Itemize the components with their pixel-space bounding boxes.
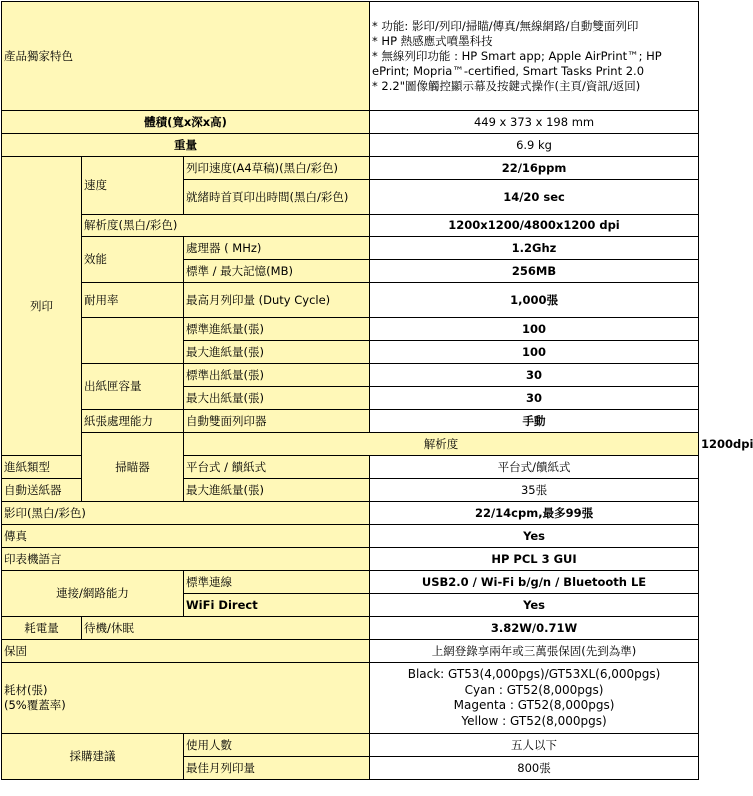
features-label: 產品獨家特色 [2, 2, 370, 111]
volume-value: 800張 [370, 757, 699, 780]
copy-label: 影印(黑白/彩色) [2, 502, 370, 525]
purchase-label: 採購建議 [2, 734, 184, 780]
input-tray-label [82, 318, 184, 364]
wifi-direct-label: WiFi Direct [184, 594, 370, 617]
fax-value: Yes [370, 525, 699, 548]
first-page-value: 14/20 sec [370, 180, 699, 215]
language-row [2, 548, 699, 571]
adf-value: 35張 [370, 479, 699, 502]
adf-label: 自動送紙器 [2, 479, 82, 502]
scanner-section-label: 掃瞄器 [82, 433, 184, 502]
consumables-row [2, 663, 699, 734]
output-std-value: 30 [370, 364, 699, 387]
processor-value: 1.2Ghz [370, 237, 699, 260]
dimensions-value: 449 x 373 x 198 mm [370, 111, 699, 134]
input-std-value: 100 [370, 318, 699, 341]
power-row [2, 617, 699, 640]
features-row [2, 2, 699, 111]
consumable-line: Magenta : GT52(8,000pgs) [453, 698, 615, 712]
processor-row [2, 237, 699, 260]
connectivity-std-row [2, 571, 699, 594]
feature-line: * 功能: 影印/列印/掃瞄/傳真/無線網路/自動雙面列印 [372, 18, 639, 33]
users-value: 五人以下 [370, 734, 699, 757]
copy-value: 22/14cpm,最多99張 [370, 502, 699, 525]
duty-value: 1,000張 [370, 283, 699, 318]
feature-line: * HP 熱感應式噴墨科技 [372, 33, 493, 48]
input-max-label: 最大進紙量(張) [184, 341, 370, 364]
weight-value: 6.9 kg [370, 134, 699, 157]
first-page-label: 就緒時首頁印出時間(黑白/彩色) [184, 180, 370, 215]
scan-type-value: 平台式/饋紙式 [370, 456, 699, 479]
volume-label: 最佳月列印量 [184, 757, 370, 780]
output-max-label: 最大出紙量(張) [184, 387, 370, 410]
output-tray-label: 出紙匣容量 [82, 364, 184, 410]
output-max-value: 30 [370, 387, 699, 410]
print-resolution-value: 1200x1200/4800x1200 dpi [370, 215, 699, 237]
weight-row [2, 134, 699, 157]
ppm-value: 22/16ppm [370, 157, 699, 180]
consumables-label [2, 663, 370, 734]
users-row [2, 734, 699, 757]
feature-line: * 無線列印功能 : HP Smart app; Apple AirPrint™; HP ePrint; Mopria™-certified, Smart Tasks Print 2.0 [372, 48, 662, 78]
consumables-label-line2: (5%覆蓋率) [4, 698, 66, 712]
duty-row [2, 283, 699, 318]
input-std-label: 標準進紙量(張) [184, 318, 370, 341]
scan-resolution-label: 解析度 [184, 433, 699, 456]
scan-type-label: 進紙類型 [2, 456, 82, 479]
connectivity-std-label: 標準連線 [184, 571, 370, 594]
input-std-row [2, 318, 699, 341]
output-std-row [2, 364, 699, 387]
language-label: 印表機語言 [2, 548, 370, 571]
spec-table [1, 1, 753, 780]
duplex-value: 手動 [370, 410, 699, 433]
power-sub-label: 待機/休眠 [82, 617, 370, 640]
duplex-label: 自動雙面列印器 [184, 410, 370, 433]
print-resolution-label: 解析度(黑白/彩色) [82, 215, 370, 237]
consumable-line: Cyan : GT52(8,000pgs) [464, 682, 604, 697]
warranty-value: 上網登錄享兩年或三萬張保固(先到為準) [370, 640, 699, 663]
dimensions-row [2, 111, 699, 134]
adf-sub: 最大進紙量(張) [184, 479, 370, 502]
consumable-line: Black: GT53(4,000pgs)/GT53XL(6,000pgs) [407, 667, 661, 681]
fax-row [2, 525, 699, 548]
output-std-label: 標準出紙量(張) [184, 364, 370, 387]
input-max-value: 100 [370, 341, 699, 364]
weight-label: 重量 [2, 134, 370, 157]
users-label: 使用人數 [184, 734, 370, 757]
wifi-direct-value: Yes [370, 594, 699, 617]
durability-label: 耐用率 [82, 283, 184, 318]
copy-row [2, 502, 699, 525]
duty-label: 最高月列印量 (Duty Cycle) [184, 283, 370, 318]
feature-line: * 2.2"圖像觸控顯示幕及按鍵式操作(主頁/資訊/返回) [372, 78, 641, 93]
language-value: HP PCL 3 GUI [370, 548, 699, 571]
speed-label: 速度 [82, 157, 184, 215]
connectivity-std-value: USB2.0 / Wi-Fi b/g/n / Bluetooth LE [370, 571, 699, 594]
duplex-row [2, 410, 699, 433]
processor-label: 處理器 ( MHz) [184, 237, 370, 260]
consumables-label-line1: 耗材(張) [4, 683, 48, 697]
connectivity-label: 連接/網路能力 [2, 571, 184, 617]
ppm-label: 列印速度(A4草稿)(黑白/彩色) [184, 157, 370, 180]
features-value [370, 2, 699, 111]
memory-label: 標準 / 最大記憶(MB) [184, 260, 370, 283]
fax-label: 傳真 [2, 525, 370, 548]
print-section-label: 列印 [2, 157, 82, 456]
scan-type-sub: 平台式 / 饋紙式 [184, 456, 370, 479]
print-resolution-row [2, 215, 699, 237]
warranty-label: 保固 [2, 640, 370, 663]
warranty-row [2, 640, 699, 663]
performance-label: 效能 [82, 237, 184, 283]
consumables-value [370, 663, 699, 734]
consumable-line: Yellow : GT52(8,000pgs) [461, 713, 607, 728]
power-value: 3.82W/0.71W [370, 617, 699, 640]
scan-resolution-row: 掃瞄器 解析度 1200dpi [2, 433, 699, 456]
dimensions-label: 體積(寬x深x高) [2, 111, 370, 134]
memory-value: 256MB [370, 260, 699, 283]
print-speed-row [2, 157, 699, 180]
power-label: 耗電量 [2, 617, 82, 640]
paper-handling-label: 紙張處理能力 [82, 410, 184, 433]
